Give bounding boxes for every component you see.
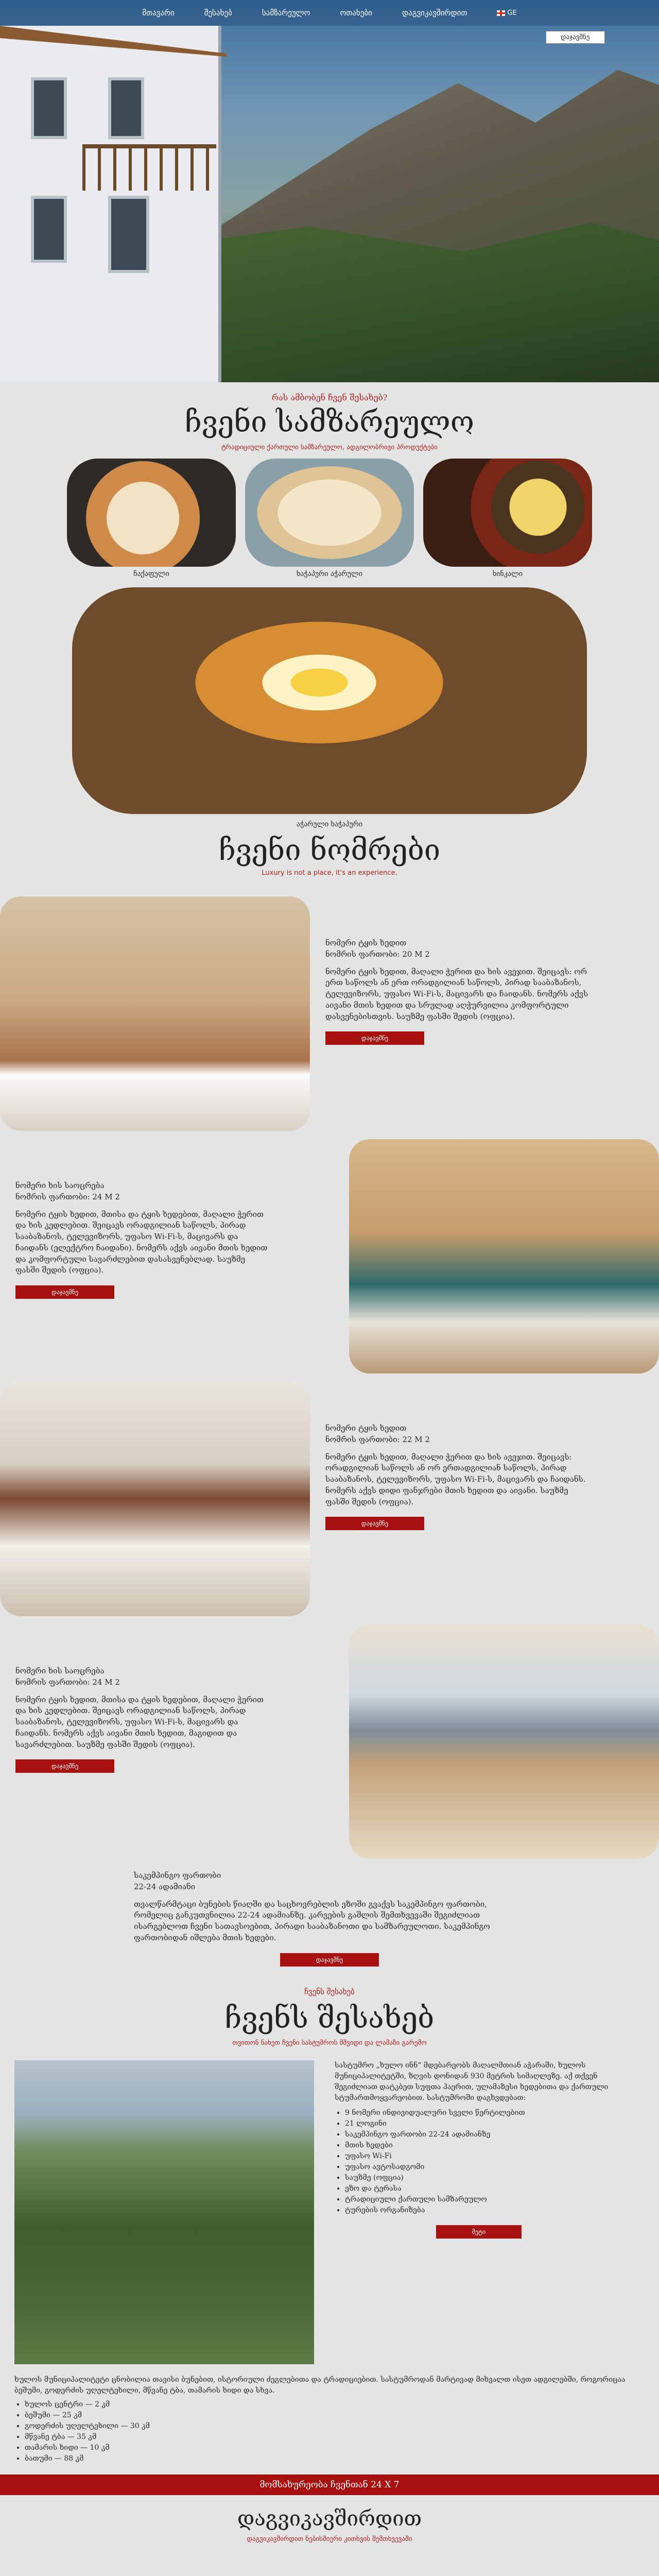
feature-item: • ტურების ორგანიზება [345, 2205, 623, 2216]
dish-card [245, 459, 414, 578]
book-room-button[interactable]: დაჯავშნე [15, 1759, 114, 1773]
nav-home[interactable]: მთავარი [142, 8, 175, 18]
rooms-section [0, 835, 659, 1967]
room-description: ნომერი ტყის ხედით, მაღალი ჭერით და ხის ავეჯით. შეიცავს: ორ ერთ საწოლს ან ერთ ორადგილიან საწოლს, პირად სააბაზანოს, ტელევიზორს, უფასო Wi-Fi-ს, მაცივარს და ჩაიდანს. ნომერს აქვს აივანი მთის ხედით და სრულად აღჭურვილია კომფორტული დასვენებისთვის. საუზმე ფასში შედის (ოფცია). [325, 967, 588, 1021]
dish-caption: ჩაქაფული [133, 569, 169, 578]
contact-title: დაგვიკავშირდით [237, 2507, 422, 2531]
dish-image [245, 459, 414, 567]
about-section [0, 1987, 659, 2465]
feature-item: • 21 ლოგინი [345, 2119, 623, 2129]
book-now-button[interactable]: დაჯავშნე [546, 31, 605, 44]
about-title: ჩვენს შესახებ [224, 2001, 435, 2035]
about-kicker: ჩვენს შესახებ [304, 1987, 355, 1996]
featured-dish-image [72, 587, 587, 814]
book-camping-button[interactable]: დაჯავშნე [280, 1953, 379, 1967]
room-area: ნომრის ფართობი: 20 M 2 [325, 949, 430, 959]
book-room-button[interactable]: დაჯავშნე [15, 1285, 114, 1299]
nearby-item: • მწვანე ტბა — 35 კმ [25, 2432, 645, 2443]
room-info [0, 1624, 268, 1773]
room-description: ნომერი ტყის ხედით, მთისა და ტყის ხედებით, მაღალი ჭერით და ხის კედლებით. შეიცავს ორადგილიან საწოლს, პირად სააბაზანოს, ტელევიზორს, უფასო Wi-Fi-ს, მაცივარს და ჩაიდანს. ნომერს აქვს აივანი მთის ხედით, მაგიდით და სავარძლებით. საუზმე ფასში შედის (ოფცია). [15, 1694, 264, 1749]
about-details-intro: ხულოს მუნიციპალიტეტი ცნობილია თავისი ბუნებით, ისტორიული ძეგლებითა და ტრადიციებით. სასტუმროდან მარტივად მიხვალთ ისეთ ადგილებში, როგორიცაა ბეშუმი, გოდერძის უღელტეხილი, მწვანე ტბა, თამარის ხიდი და სხვა. [14, 2376, 626, 2395]
nearby-item: • ხულოს ცენტრი — 2 კმ [25, 2399, 645, 2410]
nav-kitchen[interactable]: სამზარეულო [262, 8, 310, 18]
nav-about[interactable]: შესახებ [204, 8, 232, 18]
village-image [14, 2060, 314, 2364]
nav-contact[interactable]: დაგვიკავშირდით [402, 8, 467, 18]
room-card [0, 1139, 659, 1374]
room-name: ნომერი ტყის ხედით [325, 1423, 407, 1433]
kitchen-title: ჩვენი სამზარეულო [185, 405, 474, 439]
nearby-list [25, 2399, 645, 2464]
feature-item: • ეზო და ტერასა [345, 2183, 623, 2194]
room-info [325, 1382, 593, 1530]
feature-item: • უფასო ავტოსადგომი [345, 2162, 623, 2173]
room-image [0, 896, 310, 1131]
nearby-item: • თამარის ხიდი — 10 კმ [25, 2443, 645, 2453]
nearby-item: • ბეშუმი — 25 კმ [25, 2410, 645, 2421]
about-details [14, 2375, 645, 2464]
room-area: ნომრის ფართობი: 22 M 2 [325, 1434, 430, 1444]
rooms-title: ჩვენი ნომრები [218, 833, 441, 867]
dish-image [423, 459, 592, 567]
hotel-window [108, 77, 144, 139]
feature-item: • მთის ხედები [345, 2140, 623, 2151]
room-name: ნომერი ხის საოცრება [15, 1666, 105, 1676]
kitchen-subtitle: ტრადიციული ქართული სამზარეულო, ადგილობრივი პროდუქტები [221, 443, 438, 451]
testimonial-tagline: რას ამბობენ ჩვენ შესახებ? [271, 393, 388, 402]
hotel-balcony [82, 144, 216, 191]
room-description: ნომერი ტყის ხედით, მთისა და ტყის ხედებით, მაღალი ჭერით და ხის კედლებით. შეიცავს ორადგილიან საწოლს, პირად სააბაზანოს, ტელევიზორს, უფასო Wi-Fi-ს, მაცივარს და ჩაიდანს (ელექტრო ჩაიდანი). ნომერს აქვს აივანი მთის ხედით და კომფორტული სავარძლებით დასასვენებლად. საუზმე ფასში შედის (ოფცია). [15, 1209, 268, 1275]
camping-info [134, 1870, 525, 1967]
dish-caption: ხინკალი [492, 569, 523, 578]
more-button[interactable]: მეტი [436, 2225, 522, 2239]
room-name: ნომერი ტყის ხედით [325, 938, 407, 948]
room-info [325, 896, 593, 1045]
about-content [0, 2060, 659, 2364]
room-image [0, 1382, 310, 1616]
room-image [349, 1624, 659, 1859]
rooms-subtitle: Luxury is not a place, it's an experience. [262, 869, 397, 877]
camping-description: თვალწარმტაცი ბუნების წიაღში და საცხოვრებლის ეზოში გვაქვს საკემპინგო ფართობი, რომელიც განკუთვნილია 22-24 ადამიანზე. კარვების გაშლის შემთხვევაში შეგიძლიათ ისარგებლოთ ჩვენი სათავსოებით, პირადი სააბაზანოთი და სამზარეულოთი. საკემპინგო ფართობიდან იშლება მთის ხედები. [134, 1899, 490, 1942]
book-room-button[interactable]: დაჯავშნე [325, 1031, 424, 1045]
book-room-button[interactable]: დაჯავშნე [325, 1517, 424, 1530]
feature-item: • ტრადიციული ქართული სამზარეულო [345, 2194, 623, 2205]
contact-subtitle: დაგვიკავშირდით ნებისმიერი კითხვის შემთხვევაში [247, 2535, 412, 2544]
dish-card [67, 459, 236, 578]
hotel-window [108, 196, 149, 273]
nav-rooms[interactable]: ოთახები [340, 8, 372, 18]
feature-list [345, 2108, 623, 2216]
feature-item: • 9 ნომერი ინდივიდუალური სველი წერტილებით [345, 2108, 623, 2119]
contact-section [0, 2495, 659, 2576]
nearby-item: • ბათუმი — 88 კმ [25, 2453, 645, 2464]
hero-banner [0, 0, 659, 382]
hotel-window [31, 196, 67, 263]
dish-caption: ხაჭაპური აჭარული [296, 569, 363, 578]
room-area: ნომრის ფართობი: 24 M 2 [15, 1677, 120, 1687]
dish-gallery [0, 459, 659, 578]
about-intro: სასტუმრო „ხულო ინნ“ მდებარეობს მაღალმთიან აჭარაში, ხულოს მუნიციპალიტეტში, ზღვის დონიდან 930 მეტრის სიმაღლეზე. აქ თქვენ შეგიძლიათ დატკბეთ სუფთა ჰაერით, ულამაზესი ხედებითა და ქართული სტუმართმოყვარეობით. სასტუმროში დაგხვდებათ: [335, 2061, 609, 2103]
hotel-window [31, 77, 67, 139]
room-card [0, 1382, 659, 1616]
dish-image [67, 459, 236, 567]
camping-area: 22-24 ადამიანი [134, 1882, 196, 1891]
feature-item: • უფასო Wi-Fi [345, 2151, 623, 2162]
kitchen-section [0, 406, 659, 828]
feature-item: • საუზმე (ოფცია) [345, 2173, 623, 2183]
main-navigation [0, 0, 659, 26]
nearby-item: • გოდერძის უღელტეხილი — 30 კმ [25, 2421, 645, 2432]
room-image [349, 1139, 659, 1374]
room-card [0, 1624, 659, 1859]
language-label: GE [507, 9, 517, 17]
room-card [0, 896, 659, 1131]
about-features [335, 2060, 623, 2364]
room-info [0, 1139, 268, 1299]
about-subtitle: თვითონ ნახეთ ჩვენი სასტუმროს მშვიდი და ლამაზი გარემო [232, 2039, 427, 2047]
dish-card [423, 459, 592, 578]
service-banner: მომსახურეობა ჩვენთან 24 X 7 [0, 2475, 659, 2495]
room-area: ნომრის ფართობი: 24 M 2 [15, 1192, 120, 1201]
room-description: ნომერი ტყის ხედით, მაღალი ჭერით და ხის ავეჯით. შეიცავს: ორადგილიან საწოლს ან ორ ერთადგილიან საწოლს, პირად სააბაზანოს, ტელევიზორს, უფასო Wi-Fi-ს, მაცივარს და ჩაიდანს. ნომერს აქვს დიდი ფანჯრები მთის ხედით და აივანი. საუზმე ფასში შედის (ოფცია). [325, 1452, 586, 1506]
language-switcher[interactable] [497, 9, 516, 17]
featured-dish-caption: აჭარული ხაჭაპური [296, 820, 363, 828]
georgia-flag-icon [497, 10, 505, 16]
room-name: ნომერი ხის საოცრება [15, 1181, 105, 1191]
camping-name: საკემპინგო ფართობი [134, 1871, 221, 1880]
feature-item: • საკემპინგო ფართობი 22-24 ადამიანზე [345, 2129, 623, 2140]
